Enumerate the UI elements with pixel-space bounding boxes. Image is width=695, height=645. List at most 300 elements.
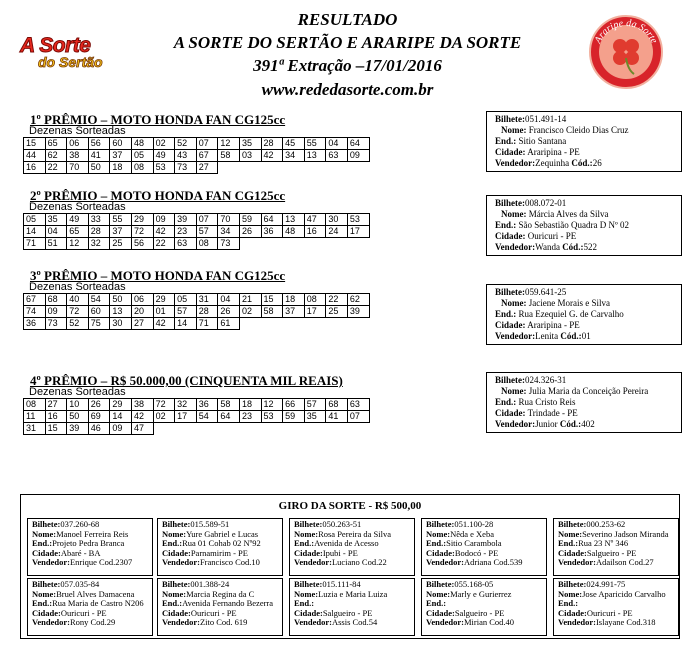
vendedor-label: Vendedor: bbox=[426, 557, 464, 568]
cidade-label: Cidade: bbox=[558, 547, 587, 558]
ticket-number: 001.388-24 bbox=[190, 579, 230, 589]
winner-name: Francisco Cleido Dias Cruz bbox=[528, 125, 629, 135]
winner-name: Manoel Ferreira Reis bbox=[56, 528, 129, 539]
winner-name: Severino Jadson Miranda bbox=[582, 528, 669, 539]
winner-name: Julia Maria da Conceição Pereira bbox=[528, 386, 649, 396]
drawn-number: 13 bbox=[283, 214, 305, 226]
nome-label: Nome: bbox=[32, 588, 57, 599]
winner-name: Marly e Gurierrez bbox=[450, 588, 512, 599]
drawn-number: 16 bbox=[304, 226, 326, 238]
cidade-label: Cidade: bbox=[162, 547, 191, 558]
drawn-number: 73 bbox=[218, 238, 240, 250]
drawn-number: 09 bbox=[347, 150, 369, 162]
bilhete-label: Bilhete: bbox=[32, 519, 61, 529]
end-label: End.: bbox=[32, 598, 53, 609]
bilhete-label: Bilhete: bbox=[558, 519, 587, 529]
drawn-number: 27 bbox=[131, 318, 153, 330]
drawn-number: 15 bbox=[24, 138, 46, 150]
website-url: www.rededasorte.com.br bbox=[261, 80, 434, 99]
end-label: End.: bbox=[495, 220, 517, 230]
drawn-number: 12 bbox=[218, 138, 240, 150]
drawn-number: 30 bbox=[110, 318, 132, 330]
prize-4-numbers-grid bbox=[23, 398, 370, 435]
winner-name: Rosa Pereira da Silva bbox=[318, 528, 392, 539]
nome-label: Nome: bbox=[294, 588, 319, 599]
ticket-number: 059.641-25 bbox=[525, 287, 567, 297]
dezenas-sorteadas-label: Dezenas Sorteadas bbox=[29, 201, 126, 213]
drawn-number: 65 bbox=[45, 138, 67, 150]
drawn-number: 50 bbox=[67, 411, 89, 423]
drawn-number: 20 bbox=[131, 306, 153, 318]
cidade-label: Cidade: bbox=[294, 547, 323, 558]
prize-1-winner-box bbox=[486, 111, 682, 172]
drawn-number: 08 bbox=[24, 399, 46, 411]
drawn-number: 67 bbox=[196, 150, 218, 162]
drawn-number: 37 bbox=[283, 306, 305, 318]
drawn-number: 02 bbox=[153, 411, 175, 423]
vendedor-label: Vendedor: bbox=[426, 617, 464, 628]
ticket-number: 015.111-84 bbox=[322, 579, 361, 589]
winner-city: Bodocó - PE bbox=[454, 547, 499, 558]
drawn-number: 04 bbox=[45, 226, 67, 238]
drawn-number: 37 bbox=[110, 150, 132, 162]
drawn-number: 63 bbox=[175, 238, 197, 250]
winner-name: Jaciene Morais e Silva bbox=[528, 298, 610, 308]
vendedor-label: Vendedor: bbox=[294, 557, 332, 568]
cidade-label: Cidade: bbox=[495, 320, 526, 330]
drawn-number: 71 bbox=[196, 318, 218, 330]
drawn-number: 02 bbox=[153, 138, 175, 150]
ticket-number: 057.035-84 bbox=[60, 579, 100, 589]
drawn-number: 22 bbox=[153, 238, 175, 250]
drawn-number: 08 bbox=[131, 162, 153, 174]
drawn-number: 39 bbox=[347, 306, 369, 318]
drawn-number: 31 bbox=[24, 423, 46, 435]
winner-city: Araripina - PE bbox=[527, 320, 580, 330]
drawn-number: 34 bbox=[283, 150, 305, 162]
result-heading: RESULTADO bbox=[297, 10, 398, 29]
prize-4-title: 4º PRÊMIO – R$ 50.000,00 (CINQUENTA MIL REAIS) bbox=[30, 373, 343, 388]
prize-3-numbers-grid bbox=[23, 293, 370, 330]
winner-name: Luzia e Maria Luiza bbox=[318, 588, 388, 599]
drawn-number: 31 bbox=[196, 294, 218, 306]
nome-label: Nome: bbox=[426, 528, 451, 539]
drawn-number: 65 bbox=[67, 226, 89, 238]
giro-winner-card bbox=[27, 518, 153, 576]
bilhete-label: Bilhete: bbox=[162, 519, 191, 529]
giro-winner-card bbox=[553, 578, 679, 636]
drawn-number: 18 bbox=[283, 294, 305, 306]
seller-name: Enrique Cod.2307 bbox=[69, 557, 133, 568]
logo-right-text: Araripe da Sorte bbox=[592, 17, 660, 46]
drawn-number: 38 bbox=[67, 150, 89, 162]
drawn-number: 29 bbox=[153, 294, 175, 306]
drawn-number: 41 bbox=[88, 150, 110, 162]
drawn-number: 64 bbox=[261, 214, 283, 226]
drawn-number: 05 bbox=[24, 214, 46, 226]
drawn-number: 26 bbox=[88, 399, 110, 411]
cidade-label: Cidade: bbox=[495, 231, 526, 241]
vendedor-label: Vendedor: bbox=[495, 158, 536, 168]
ticket-number: 051.491-14 bbox=[525, 114, 567, 124]
drawn-number: 15 bbox=[261, 294, 283, 306]
ticket-number: 000.253-62 bbox=[586, 519, 626, 529]
drawn-number: 03 bbox=[239, 150, 261, 162]
drawn-number: 27 bbox=[45, 399, 67, 411]
prize-3-winner-box bbox=[486, 284, 682, 345]
winner-city: Trindade - PE bbox=[527, 408, 578, 418]
drawn-number: 38 bbox=[131, 399, 153, 411]
ticket-number: 024.326-31 bbox=[525, 375, 567, 385]
bilhete-label: Bilhete: bbox=[495, 198, 525, 208]
drawn-number: 42 bbox=[131, 411, 153, 423]
prize-2-winner-box bbox=[486, 195, 682, 256]
drawn-number: 49 bbox=[67, 214, 89, 226]
end-label: End.: bbox=[495, 397, 517, 407]
drawn-number: 36 bbox=[196, 399, 218, 411]
vendedor-label: Vendedor: bbox=[162, 557, 200, 568]
drawn-number: 56 bbox=[131, 238, 153, 250]
drawn-number: 16 bbox=[24, 162, 46, 174]
drawn-number: 52 bbox=[67, 318, 89, 330]
drawn-number: 32 bbox=[88, 238, 110, 250]
ticket-number: 055.168-05 bbox=[454, 579, 494, 589]
prize-1-title: 1º PRÊMIO – MOTO HONDA FAN CG125cc bbox=[30, 112, 286, 127]
drawn-number: 05 bbox=[131, 150, 153, 162]
winner-city: Ouricuri - PE bbox=[190, 607, 237, 618]
seller-code: 26 bbox=[592, 158, 602, 168]
prize-3-title: 3º PRÊMIO – MOTO HONDA FAN CG125cc bbox=[30, 268, 286, 283]
drawn-number: 06 bbox=[67, 138, 89, 150]
drawn-number: 57 bbox=[304, 399, 326, 411]
drawn-number: 25 bbox=[110, 238, 132, 250]
seller-name: Luciano Cod.22 bbox=[331, 557, 387, 568]
drawn-number: 62 bbox=[347, 294, 369, 306]
drawn-number: 69 bbox=[88, 411, 110, 423]
bilhete-label: Bilhete: bbox=[294, 519, 323, 529]
giro-winner-card bbox=[289, 578, 415, 636]
bilhete-label: Bilhete: bbox=[426, 519, 455, 529]
seller-code: 402 bbox=[581, 419, 595, 429]
end-label: End.: bbox=[162, 538, 183, 549]
drawn-number: 08 bbox=[304, 294, 326, 306]
vendedor-label: Vendedor: bbox=[495, 419, 536, 429]
drawn-number: 24 bbox=[326, 226, 348, 238]
drawn-number: 43 bbox=[175, 150, 197, 162]
drawn-number: 35 bbox=[45, 214, 67, 226]
nome-label: Nome: bbox=[162, 528, 187, 539]
end-label: End.: bbox=[32, 538, 53, 549]
drawn-number: 44 bbox=[24, 150, 46, 162]
winner-name: Bruel Alves Damacena bbox=[56, 588, 135, 599]
drawn-number: 47 bbox=[131, 423, 153, 435]
drawn-number: 32 bbox=[175, 399, 197, 411]
drawn-number: 60 bbox=[110, 138, 132, 150]
cod-label: Cód.: bbox=[559, 419, 582, 429]
drawn-number: 58 bbox=[218, 399, 240, 411]
drawn-number: 23 bbox=[175, 226, 197, 238]
drawn-number: 17 bbox=[347, 226, 369, 238]
nome-label: Nome: bbox=[558, 528, 583, 539]
winner-city: Abaré - BA bbox=[60, 547, 101, 558]
drawn-number: 35 bbox=[304, 411, 326, 423]
drawn-number: 56 bbox=[88, 138, 110, 150]
seller-name: Rony Cod.29 bbox=[69, 617, 116, 628]
drawn-number: 73 bbox=[175, 162, 197, 174]
drawn-number: 18 bbox=[110, 162, 132, 174]
drawn-number: 39 bbox=[67, 423, 89, 435]
giro-winner-card bbox=[553, 518, 679, 576]
drawn-number: 50 bbox=[110, 294, 132, 306]
drawn-number: 13 bbox=[304, 150, 326, 162]
giro-winner-card bbox=[421, 518, 547, 576]
drawn-number: 26 bbox=[239, 226, 261, 238]
vendedor-label: Vendedor: bbox=[495, 331, 536, 341]
seller-code: 522 bbox=[583, 242, 597, 252]
drawn-number: 71 bbox=[24, 238, 46, 250]
drawn-number: 34 bbox=[218, 226, 240, 238]
winner-name: Nêda e Xeba bbox=[450, 528, 494, 539]
drawn-number: 42 bbox=[261, 150, 283, 162]
giro-winner-card bbox=[157, 578, 283, 636]
dezenas-sorteadas-label: Dezenas Sorteadas bbox=[29, 386, 126, 398]
cidade-label: Cidade: bbox=[495, 147, 526, 157]
drawn-number: 68 bbox=[45, 294, 67, 306]
drawn-number: 04 bbox=[218, 294, 240, 306]
drawn-number: 53 bbox=[153, 162, 175, 174]
drawn-number: 72 bbox=[153, 399, 175, 411]
drawn-number: 63 bbox=[347, 399, 369, 411]
nome-label: Nome: bbox=[501, 209, 527, 219]
bilhete-label: Bilhete: bbox=[495, 375, 525, 385]
ticket-number: 015.589-51 bbox=[190, 519, 230, 529]
drawn-number: 35 bbox=[239, 138, 261, 150]
vendedor-label: Vendedor: bbox=[162, 617, 200, 628]
drawn-number: 59 bbox=[239, 214, 261, 226]
ticket-number: 037.260-68 bbox=[60, 519, 100, 529]
seller-code: 01 bbox=[581, 331, 591, 341]
drawn-number: 72 bbox=[131, 226, 153, 238]
drawn-number: 05 bbox=[175, 294, 197, 306]
drawn-number: 36 bbox=[261, 226, 283, 238]
giro-winner-card bbox=[289, 518, 415, 576]
drawn-number: 27 bbox=[196, 162, 218, 174]
ticket-number: 051.100-28 bbox=[454, 519, 494, 529]
drawn-number: 18 bbox=[239, 399, 261, 411]
drawn-number: 06 bbox=[131, 294, 153, 306]
drawn-number: 61 bbox=[218, 318, 240, 330]
drawn-number: 53 bbox=[261, 411, 283, 423]
drawn-number: 48 bbox=[131, 138, 153, 150]
drawn-number: 07 bbox=[196, 138, 218, 150]
drawn-number: 73 bbox=[45, 318, 67, 330]
a-sorte-do-sertao-logo bbox=[20, 34, 128, 74]
drawn-number: 12 bbox=[67, 238, 89, 250]
drawn-number: 10 bbox=[67, 399, 89, 411]
seller-name: Assis Cod.54 bbox=[331, 617, 378, 628]
drawn-number: 11 bbox=[24, 411, 46, 423]
drawn-number: 54 bbox=[88, 294, 110, 306]
araripe-da-sorte-logo bbox=[588, 14, 664, 90]
end-label: End.: bbox=[558, 598, 579, 609]
end-label: End.: bbox=[294, 598, 315, 609]
drawn-number: 04 bbox=[326, 138, 348, 150]
seller-name: Islayane Cod.318 bbox=[595, 617, 656, 628]
winner-address: Projeto Pedra Branca bbox=[52, 538, 125, 549]
drawn-number: 57 bbox=[175, 306, 197, 318]
cidade-label: Cidade: bbox=[32, 547, 61, 558]
drawn-number: 09 bbox=[45, 306, 67, 318]
drawn-number: 63 bbox=[326, 150, 348, 162]
winner-address: Avenida Fernando Bezerra bbox=[182, 598, 274, 609]
logo-word-2: do Sertão bbox=[38, 54, 103, 70]
winner-address: Rua 01 Cohab 02 Nº92 bbox=[182, 538, 261, 549]
end-label: End.: bbox=[495, 309, 517, 319]
winner-city: Ouricuri - PE bbox=[60, 607, 107, 618]
nome-label: Nome: bbox=[558, 588, 583, 599]
ticket-number: 008.072-01 bbox=[525, 198, 567, 208]
drawn-number: 42 bbox=[153, 318, 175, 330]
winner-address: Rua Cristo Reis bbox=[518, 397, 576, 407]
end-label: End.: bbox=[426, 598, 447, 609]
bilhete-label: Bilhete: bbox=[495, 287, 525, 297]
winner-name: Jose Aparicido Carvalho bbox=[582, 588, 666, 599]
cod-label: Cód.: bbox=[560, 331, 582, 341]
nome-label: Nome: bbox=[426, 588, 451, 599]
drawn-number: 01 bbox=[153, 306, 175, 318]
drawn-number: 28 bbox=[261, 138, 283, 150]
drawn-number: 53 bbox=[347, 214, 369, 226]
winner-address: Sitio Carambola bbox=[446, 538, 502, 549]
winner-city: Parnamirim - PE bbox=[190, 547, 248, 558]
winner-city: Ouricuri - PE bbox=[586, 607, 633, 618]
cidade-label: Cidade: bbox=[426, 547, 455, 558]
drawn-number: 07 bbox=[196, 214, 218, 226]
vendedor-label: Vendedor: bbox=[558, 617, 596, 628]
cidade-label: Cidade: bbox=[495, 408, 526, 418]
winner-city: Salgueiro - PE bbox=[322, 607, 373, 618]
bilhete-label: Bilhete: bbox=[162, 579, 191, 589]
cod-label: Cód.: bbox=[571, 158, 593, 168]
logo-word-1: A Sorte bbox=[20, 34, 91, 57]
vendedor-label: Vendedor: bbox=[294, 617, 332, 628]
winner-address: São Sebastião Quadra D Nº 02 bbox=[518, 220, 630, 230]
winner-address: Rua Maria de Castro N206 bbox=[52, 598, 144, 609]
bilhete-label: Bilhete: bbox=[32, 579, 61, 589]
drawn-number: 28 bbox=[196, 306, 218, 318]
end-label: End.: bbox=[162, 598, 183, 609]
drawn-number: 50 bbox=[88, 162, 110, 174]
drawn-number: 26 bbox=[218, 306, 240, 318]
seller-name: Lenita bbox=[535, 331, 559, 341]
giro-winner-card bbox=[157, 518, 283, 576]
end-label: End.: bbox=[495, 136, 517, 146]
drawn-number: 75 bbox=[88, 318, 110, 330]
drawn-number: 55 bbox=[304, 138, 326, 150]
prize-2-numbers-grid bbox=[23, 213, 370, 250]
winner-name: Marcia Regina da C bbox=[186, 588, 255, 599]
drawn-number: 29 bbox=[110, 399, 132, 411]
nome-label: Nome: bbox=[501, 298, 527, 308]
drawn-number: 70 bbox=[218, 214, 240, 226]
end-label: End.: bbox=[426, 538, 447, 549]
drawn-number: 23 bbox=[239, 411, 261, 423]
seller-name: Adailson Cod.27 bbox=[595, 557, 654, 568]
giro-title: GIRO DA SORTE - R$ 500,00 bbox=[278, 500, 422, 512]
drawn-number: 25 bbox=[326, 306, 348, 318]
cidade-label: Cidade: bbox=[558, 607, 587, 618]
drawn-number: 28 bbox=[88, 226, 110, 238]
winner-city: Ouricuri - PE bbox=[527, 231, 577, 241]
winner-city: Araripina - PE bbox=[527, 147, 580, 157]
drawn-number: 21 bbox=[239, 294, 261, 306]
drawn-number: 48 bbox=[283, 226, 305, 238]
drawn-number: 09 bbox=[110, 423, 132, 435]
prize-2-title: 2º PRÊMIO – MOTO HONDA FAN CG125cc bbox=[30, 188, 286, 203]
end-label: End.: bbox=[294, 538, 315, 549]
drawn-number: 13 bbox=[110, 306, 132, 318]
prize-4-winner-box bbox=[486, 372, 682, 433]
drawn-number: 39 bbox=[175, 214, 197, 226]
drawn-number: 08 bbox=[196, 238, 218, 250]
drawn-number: 14 bbox=[110, 411, 132, 423]
cod-label: Cód.: bbox=[562, 242, 584, 252]
giro-winner-card bbox=[27, 578, 153, 636]
drawn-number: 29 bbox=[131, 214, 153, 226]
seller-name: Wanda bbox=[535, 242, 560, 252]
drawn-number: 14 bbox=[24, 226, 46, 238]
seller-name: Adriana Cod.539 bbox=[463, 557, 523, 568]
drawn-number: 15 bbox=[45, 423, 67, 435]
winner-address: Avenida de Acesso bbox=[314, 538, 379, 549]
drawn-number: 64 bbox=[218, 411, 240, 423]
vendedor-label: Vendedor: bbox=[32, 617, 70, 628]
giro-winner-card bbox=[421, 578, 547, 636]
seller-name: Zequinha bbox=[535, 158, 570, 168]
drawn-number: 58 bbox=[261, 306, 283, 318]
drawn-number: 17 bbox=[175, 411, 197, 423]
drawn-number: 68 bbox=[326, 399, 348, 411]
drawn-number: 47 bbox=[304, 214, 326, 226]
drawn-number: 30 bbox=[326, 214, 348, 226]
drawn-number: 60 bbox=[88, 306, 110, 318]
drawn-number: 64 bbox=[347, 138, 369, 150]
prize-1-numbers-grid bbox=[23, 137, 370, 174]
vendedor-label: Vendedor: bbox=[558, 557, 596, 568]
winner-city: Salgueiro - PE bbox=[586, 547, 637, 558]
extraction-date: 391ª Extração –17/01/2016 bbox=[253, 56, 442, 75]
drawn-number: 37 bbox=[110, 226, 132, 238]
seller-name: Zito Cod. 619 bbox=[199, 617, 248, 628]
bilhete-label: Bilhete: bbox=[495, 114, 525, 124]
drawn-number: 59 bbox=[283, 411, 305, 423]
winner-name: Márcia Alves da Silva bbox=[528, 209, 609, 219]
drawn-number: 51 bbox=[45, 238, 67, 250]
winner-city: Salgueiro - PE bbox=[454, 607, 505, 618]
winner-address: Rua Ezequiel G. de Carvalho bbox=[518, 309, 624, 319]
drawn-number: 33 bbox=[88, 214, 110, 226]
drawn-number: 55 bbox=[110, 214, 132, 226]
nome-label: Nome: bbox=[294, 528, 319, 539]
winner-address: Sitio Santana bbox=[518, 136, 567, 146]
dezenas-sorteadas-label: Dezenas Sorteadas bbox=[29, 125, 126, 137]
drawn-number: 57 bbox=[196, 226, 218, 238]
seller-name: Mirian Cod.40 bbox=[463, 617, 515, 628]
end-label: End.: bbox=[558, 538, 579, 549]
vendedor-label: Vendedor: bbox=[32, 557, 70, 568]
lottery-name: A SORTE DO SERTÃO E ARARIPE DA SORTE bbox=[173, 33, 522, 52]
bilhete-label: Bilhete: bbox=[294, 579, 323, 589]
